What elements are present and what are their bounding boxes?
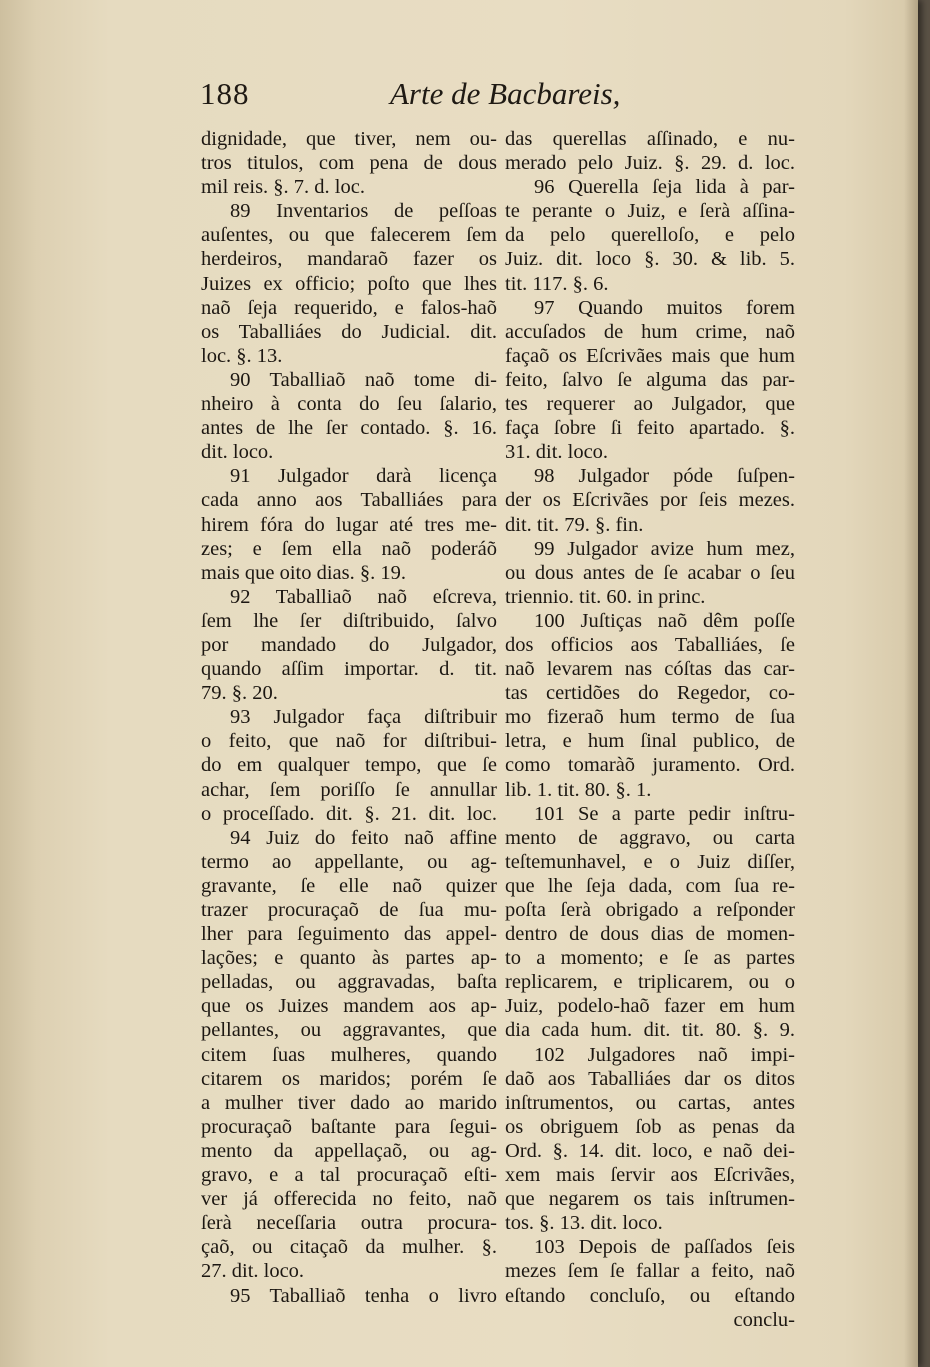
text-line: achar, ſem poriſſo ſe annullar xyxy=(201,778,497,801)
text-line: tros titulos, com pena de dous xyxy=(201,152,497,175)
text-line: ſem lhe ſer diſtribuido, ſalvo xyxy=(201,609,497,632)
text-line: cada anno aos Taballiáes para xyxy=(201,489,497,512)
text-line: procuraçaõ baſtante para ſegui- xyxy=(201,1115,497,1138)
text-line: 79. §. 20. xyxy=(201,682,278,705)
text-line: lib. 1. tit. 80. §. 1. xyxy=(505,778,652,801)
text-line: dentro de dous dias de momen- xyxy=(505,923,795,946)
text-line: accuſados de hum crime, naõ xyxy=(505,320,795,343)
text-line: 101 Se a parte pedir inſtru- xyxy=(534,802,795,825)
text-line: 91 Julgador darà licença xyxy=(230,465,497,488)
text-line: 96 Querella ſeja lida à par- xyxy=(534,176,795,199)
text-line: çaõ, ou citaçaõ da mulher. §. xyxy=(201,1236,497,1259)
text-line: der os Eſcrivães por ſeis mezes. xyxy=(505,489,795,512)
text-line: nheiro à conta do ſeu ſalario, xyxy=(201,393,497,416)
text-line: 27. dit. loco. xyxy=(201,1260,305,1283)
text-line: citem ſuas mulheres, quando xyxy=(201,1043,497,1066)
right-text-column xyxy=(505,127,795,1332)
text-line: como tomaràõ juramento. Ord. xyxy=(505,754,795,777)
text-line: eſtando concluſo, ou eſtando xyxy=(505,1284,795,1307)
text-line: 98 Julgador póde ſuſpen- xyxy=(534,465,795,488)
text-line: mo fizeraõ hum termo de ſua xyxy=(505,706,795,729)
text-line: dit. tit. 79. §. fin. xyxy=(505,513,644,536)
text-line: termo ao appellante, ou ag- xyxy=(201,850,497,873)
text-line: trazer procuraçaõ de ſua mu- xyxy=(201,899,497,921)
text-line: tes requerer ao Julgador, que xyxy=(505,393,795,416)
page-header xyxy=(200,76,790,116)
text-line: 93 Julgador faça diſtribuir xyxy=(230,706,497,729)
text-line: te perante o Juiz, e ſerà aſſina- xyxy=(505,200,795,223)
text-line: daõ aos Taballiáes dar os ditos xyxy=(505,1067,795,1090)
text-line: Juizes ex officio; poſto que lhes xyxy=(201,272,497,295)
text-line: pellantes, ou aggravantes, que xyxy=(201,1019,497,1042)
text-line: 90 Taballiaõ naõ tome di- xyxy=(230,368,497,391)
text-line: hirem fóra do lugar até tres me- xyxy=(201,513,497,536)
text-line: feito, ſalvo ſe alguma das par- xyxy=(505,368,795,391)
text-line: gravo, e a tal procuraçaõ eſti- xyxy=(201,1164,497,1187)
text-line: mento da appellaçaõ, ou ag- xyxy=(201,1139,497,1162)
text-line: que os Juizes mandem aos ap- xyxy=(201,995,497,1018)
text-line: auſentes, ou que falecerem ſem xyxy=(201,224,497,247)
left-text-column xyxy=(201,127,497,1308)
text-line: 92 Taballiaõ naõ eſcreva, xyxy=(230,585,497,608)
text-line: tit. 117. §. 6. xyxy=(505,272,609,295)
text-line: faça ſobre ſi feito apartado. §. xyxy=(505,417,795,440)
text-line: os obriguem ſob as penas da xyxy=(505,1115,795,1138)
text-line: 102 Julgadores naõ impi- xyxy=(534,1043,795,1066)
text-line: tos. §. 13. dit. loco. xyxy=(505,1212,663,1235)
text-line: naõ ſeja requerido, e falos-haõ xyxy=(201,296,497,319)
text-line: os Taballiáes do Judicial. dit. xyxy=(201,320,497,343)
text-line: 103 Depois de paſſados ſeis xyxy=(534,1236,795,1259)
text-line: das querellas aſſinado, e nu- xyxy=(505,128,795,150)
text-line: xem mais ſervir aos Eſcrivães, xyxy=(505,1164,795,1187)
text-line: ver já offerecida no feito, naõ xyxy=(201,1188,497,1211)
text-line: conclu- xyxy=(733,1308,795,1331)
text-line: letra, e hum ſinal publico, de xyxy=(505,730,795,753)
text-line: tas certidões do Regedor, co- xyxy=(505,682,795,705)
text-line: da pelo querelloſo, e pelo xyxy=(505,224,795,247)
text-line: Juiz. dit. loco §. 30. & lib. 5. xyxy=(505,248,795,271)
text-line: naõ levarem nas cóſtas das car- xyxy=(505,658,795,681)
text-line: pelladas, ou aggravadas, baſta xyxy=(201,971,497,994)
text-line: 31. dit. loco. xyxy=(505,441,609,464)
text-line: mezes ſem ſe fallar a feito, naõ xyxy=(505,1260,795,1283)
text-line: o proceſſado. dit. §. 21. dit. loc. xyxy=(201,802,497,825)
text-line: citarem os maridos; porém ſe xyxy=(201,1067,497,1090)
text-line: por mandado do Julgador, xyxy=(201,633,497,656)
text-line: quando aſſim importar. d. tit. xyxy=(201,658,497,681)
text-line: herdeiros, mandaraõ fazer os xyxy=(201,248,497,271)
text-line: mais que oito dias. §. 19. xyxy=(201,561,406,584)
text-line: teſtemunhavel, e o Juiz diſſer, xyxy=(505,850,795,873)
text-line: o feito, que naõ for diſtribui- xyxy=(201,730,497,753)
text-line: 94 Juiz do feito naõ affine xyxy=(230,826,497,849)
text-line: 99 Julgador avize hum mez, xyxy=(534,537,795,560)
text-line: zes; e ſem ella naõ poderáõ xyxy=(201,537,497,560)
text-line: lher para ſeguimento das appel- xyxy=(201,923,497,946)
text-line: dos officios aos Taballiáes, ſe xyxy=(505,633,795,656)
text-line: inſtrumentos, ou cartas, antes xyxy=(505,1091,795,1114)
running-title: Arte de Bacbareis, xyxy=(390,76,621,111)
text-line: replicarem, e triplicarem, ou o xyxy=(505,971,795,994)
text-line: gravante, ſe elle naõ quizer xyxy=(201,874,497,897)
text-line: a mulher tiver dado ao marido xyxy=(201,1091,497,1114)
text-line: triennio. tit. 60. in princ. xyxy=(505,585,706,608)
text-line: loc. §. 13. xyxy=(201,344,283,367)
text-line: 89 Inventarios de peſſoas xyxy=(230,200,497,223)
text-line: ou dous antes de ſe acabar o ſeu xyxy=(505,561,795,584)
text-line: dia cada hum. dit. tit. 80. §. 9. xyxy=(505,1019,795,1042)
text-line: 100 Juſtiças naõ dêm poſſe xyxy=(534,609,795,632)
text-line: mento de aggravo, ou carta xyxy=(505,826,795,849)
text-line: que lhe ſeja dada, com ſua re- xyxy=(505,874,795,897)
text-line: Ord. §. 14. dit. loco, e naõ dei- xyxy=(505,1139,795,1162)
text-line: façaõ os Eſcrivães mais que hum xyxy=(505,344,795,367)
text-line: ſerà neceſſaria outra procura- xyxy=(201,1212,497,1235)
text-line: 95 Taballiaõ tenha o livro xyxy=(230,1284,497,1307)
text-line: dignidade, que tiver, nem ou- xyxy=(201,128,497,150)
text-line: dit. loco. xyxy=(201,441,274,464)
text-line: to a momento; e ſe as partes xyxy=(505,947,795,970)
text-line: lações; e quanto às partes ap- xyxy=(201,947,497,970)
text-line: que negarem os tais inſtrumen- xyxy=(505,1188,795,1211)
text-line: mil reis. §. 7. d. loc. xyxy=(201,176,365,199)
text-line: merado pelo Juiz. §. 29. d. loc. xyxy=(505,152,795,175)
text-line: Juiz, podelo-haõ fazer em hum xyxy=(505,995,795,1018)
text-line: poſta ſerà obrigado a reſponder xyxy=(505,899,795,921)
text-line: 97 Quando muitos forem xyxy=(534,296,795,319)
text-line: antes de lhe ſer contado. §. 16. xyxy=(201,417,497,440)
page-number: 188 xyxy=(200,76,250,111)
text-line: do em qualquer tempo, que ſe xyxy=(201,754,497,777)
